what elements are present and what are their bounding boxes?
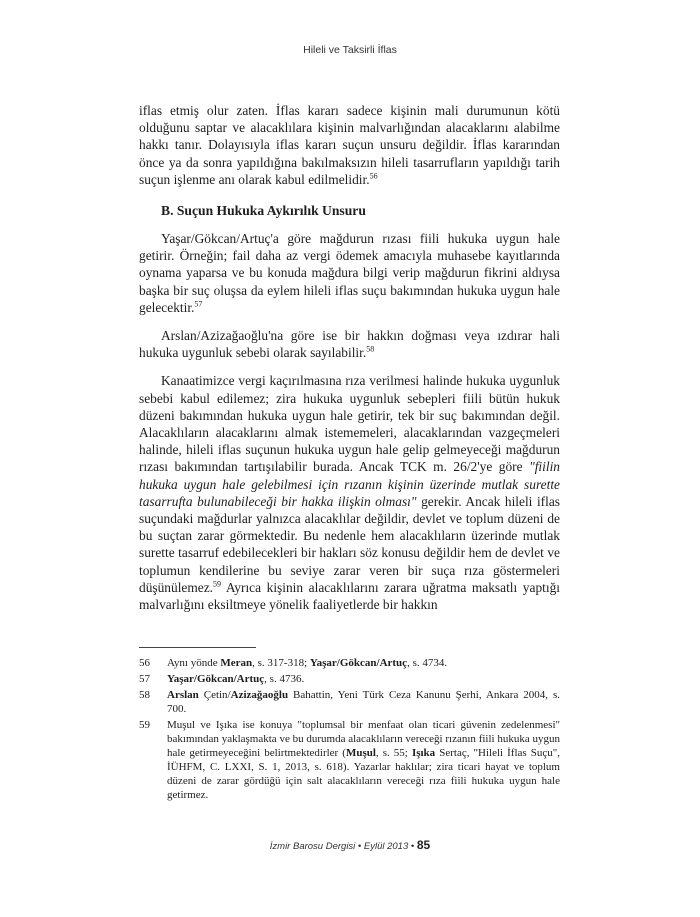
footnote-text (167, 688, 560, 716)
footnote-segment: Çetin/ (198, 689, 231, 701)
paragraph-4-text-a: Kanaatimizce vergi kaçırılmasına rıza verilmesi halinde hukuka uygunluk sebebi kabul edilemez; zira hukuka uygunluk sebepleri fiili bütün hukuk düzeni bakımından hukuka uygun hale getirir, tek bir suç bakımından değil. Alacaklıların alacaklarını almak istememeleri, alacaklarından vazgeçmeleri halinde, hileli iflas suçunun hukuka uygun hale gelip gelmeyeceği mağdurun rızası bakımından tartışılabilir burada. Ancak TCK m. 26/2'ye göre (139, 373, 560, 475)
footnote-segment: , s. 55; (375, 747, 412, 759)
footnote-author: Yaşar/Gökcan/Artuç (167, 673, 265, 685)
footnote-56 (139, 656, 560, 670)
footnote-number: 59 (139, 719, 150, 731)
page-number: 85 (416, 838, 431, 852)
running-header: Hileli ve Taksirli İflas (303, 44, 397, 56)
footnote-segment: Muşul ve Işıka ise konuya "toplumsal bir menfaat olan ticari güvenin zedelenmesi" bakımından yaklaşmakta ve bu durumda alacaklıların vereceği rızanın fiili hukuka uygun hale getirmeyeceğini belirtmektedirler ( (167, 719, 560, 759)
footnote-author: Azizağaoğlu (230, 689, 289, 701)
footnote-ref-56[interactable]: 56 (369, 171, 378, 181)
paragraph-3 (139, 327, 560, 361)
footnote-author: Arslan (167, 689, 199, 701)
footnote-text (167, 672, 560, 686)
footnote-author: Meran (220, 657, 253, 669)
footnote-number: 58 (139, 689, 150, 701)
footnote-ref-58[interactable]: 58 (366, 344, 375, 354)
footnote-ref-59[interactable]: 59 (213, 579, 222, 589)
paragraph-4-text-c: Ayrıca kişinin alacaklılarını zarara uğratma maksatlı yaptığı malvarlığını eksiltmeye yönelik faaliyetlerde bir hakkın (139, 579, 560, 613)
footnote-text (167, 718, 560, 802)
paragraph-1-text: iflas etmiş olur zaten. İflas kararı sadece kişinin mali durumunun kötü olduğunu saptar ve alacaklılara kişinin malvarlığından alacaklarını alabilme hakkı tanır. Dolayısıyla iflas kararı suçun unsuru değildir. İflas kararından önce ya da sonra yapıldığına bakılmaksızın hileli tasarrufların yapıldığı tarih suçun işlenme anı olarak kabul edilmelidir. (139, 103, 560, 187)
body-text (139, 102, 560, 624)
paragraph-4-quote: "fiilin hukuka uygun hale gelebilmesi için rızanın kişinin üzerinde mutlak surette tasarrufta bulunabileceği bir hakka ilişkin olması" (139, 459, 560, 509)
footnote-author: Muşul (345, 747, 376, 759)
page-footer (0, 838, 700, 852)
footnotes (139, 656, 560, 804)
footnote-58 (139, 688, 560, 716)
footnote-number: 56 (139, 657, 150, 669)
paragraph-1 (139, 102, 560, 188)
footnote-segment: , s. 4736. (264, 673, 305, 685)
footnote-59 (139, 718, 560, 802)
paragraph-3-text: Arslan/Azizağaoğlu'na göre ise bir hakkın doğması veya ızdırar hali hukuka uygunluk sebebi olarak sayılabilir. (139, 328, 560, 361)
footnote-divider (139, 647, 256, 648)
paragraph-2 (139, 230, 560, 316)
footnote-segment: , s. 317-318; (252, 657, 310, 669)
footnote-text (167, 656, 560, 670)
footnote-segment: Bahattin, Yeni Türk Ceza Kanunu Şerhi, Ankara 2004, s. 700. (167, 689, 561, 715)
paragraph-4-text-b: gerekir. Ancak hileli iflas suçundaki mağdurlar yalnızca alacaklılar değildir, devlet ve toplum düzeni de bu suçtan zarar görmektedir. Bu nedenle hem alacaklıların üzerinde mutlak surette tasarruf edebilecekleri bir hakları söz konusu değildir hem de devlet ve toplumun kendilerine bu seviye zarar veren bir suça rıza göstermeleri düşünülemez. (139, 493, 561, 595)
section-heading: B. Suçun Hukuka Aykırılık Unsuru (161, 203, 366, 219)
paragraph-2-text: Yaşar/Gökcan/Artuç'a göre mağdurun rızası fiili hukuka uygun hale getirir. Örneğin; fail daha az vergi ödemek amacıyla muhasebe kayıtlarında oynama yaparsa ve bu konuda mağdura bilgi verip mağdurun fikrini aldıysa başka bir suç oluşsa da eylem hileli iflas suçu bakımından hukuka uygun hale gelecektir. (139, 231, 560, 315)
footnote-segment: Sertaç, "Hileli İflas Suçu", İÜHFM, C. LXXI, S. 1, 2013, s. 618). Yazarlar haklılar; zira ticari hayat ve toplum düzeni de zarar gördüğü için salt alacaklıların vereceği rıza fiili hukuka uygun hale getirmez. (167, 747, 560, 801)
footnote-ref-57[interactable]: 57 (194, 299, 203, 309)
paragraph-4 (139, 372, 560, 613)
footnote-segment: , s. 4734. (407, 657, 448, 669)
footnote-author: Işıka (411, 747, 436, 759)
footnote-segment: Aynı yönde (167, 657, 221, 669)
footnote-number: 57 (139, 673, 150, 685)
journal-name: İzmir Barosu Dergisi • Eylül 2013 • (269, 841, 415, 852)
footnote-author: Yaşar/Gökcan/Artuç (309, 657, 408, 669)
footnote-57 (139, 672, 560, 686)
